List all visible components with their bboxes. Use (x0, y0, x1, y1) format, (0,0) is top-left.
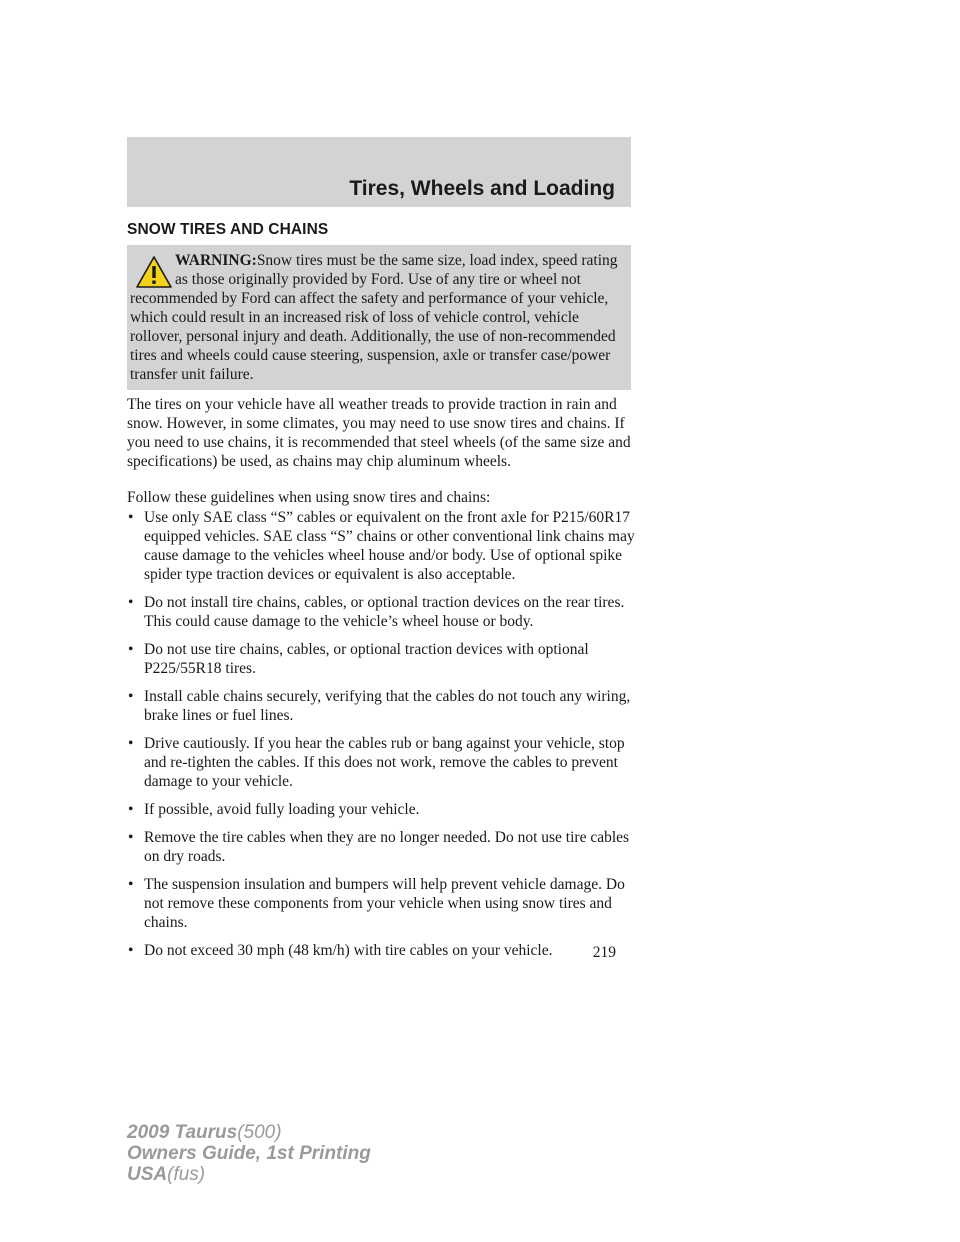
bullet-icon: • (128, 829, 134, 846)
footer-model: 2009 Taurus (127, 1122, 238, 1143)
list-item-text: Do not exceed 30 mph (48 km/h) with tire cables on your vehicle. (144, 942, 553, 959)
list-item-text: Install cable chains securely, verifying that the cables do not touch any wiring, brake lines or fuel lines. (144, 688, 631, 724)
footer-line-model (127, 1122, 371, 1143)
list-item (127, 640, 637, 678)
guidelines-list (127, 508, 637, 969)
footer-line-market (127, 1164, 371, 1185)
footer-printing: Owners Guide, 1st Printing (127, 1143, 371, 1164)
list-item-text: Drive cautiously. If you hear the cables rub or bang against your vehicle, stop and re-tighten the cables. If this does not work, remove the cables to prevent damage to your vehicle. (144, 735, 625, 790)
bullet-icon: • (128, 688, 134, 705)
bullet-icon: • (128, 801, 134, 818)
bullet-icon: • (128, 641, 134, 658)
warning-text (130, 251, 623, 384)
bullet-icon: • (128, 735, 134, 752)
intro-paragraph: The tires on your vehicle have all weather treads to provide traction in rain and snow. However, in some climates, you may need to use snow tires and chains. If you need to use chains, it is recommended that steel wheels (of the same size and specifications) be used, as chains may chip aluminum wheels. (127, 396, 631, 470)
list-item-text: If possible, avoid fully loading your vehicle. (144, 801, 420, 818)
list-item (127, 687, 637, 725)
section-header-band (127, 137, 631, 207)
bullet-icon: • (128, 876, 134, 893)
bullet-icon: • (128, 942, 134, 959)
list-item-text: Use only SAE class “S” cables or equivalent on the front axle for P215/60R17 equipped vehicles. SAE class “S” chains or other conventional link chains may cause damage to the vehicles wheel house and/or body. Use of optional spike spider type traction devices or equivalent is also acceptable. (144, 509, 635, 583)
section-heading: SNOW TIRES AND CHAINS (127, 221, 329, 238)
bullet-icon: • (128, 509, 134, 526)
guidelines-intro: Follow these guidelines when using snow tires and chains: (127, 489, 491, 506)
list-item (127, 734, 637, 791)
footer-print-info (127, 1122, 371, 1185)
list-item (127, 593, 637, 631)
list-item (127, 941, 637, 960)
list-item-text: Do not use tire chains, cables, or optional traction devices with optional P225/55R18 tires. (144, 641, 589, 677)
list-item-text: Remove the tire cables when they are no longer needed. Do not use tire cables on dry roads. (144, 829, 630, 865)
list-item (127, 828, 637, 866)
list-item (127, 875, 637, 932)
footer-market-code: (fus) (167, 1164, 206, 1185)
footer-model-code: (500) (237, 1122, 282, 1143)
warning-box (127, 245, 631, 390)
footer-market: USA (127, 1164, 168, 1185)
section-title: Tires, Wheels and Loading (349, 177, 615, 200)
warning-triangle-icon (135, 255, 173, 289)
page-number: 219 (592, 944, 616, 961)
warning-label: WARNING: (175, 252, 257, 269)
list-item (127, 800, 637, 819)
list-item (127, 508, 637, 584)
list-item-text: The suspension insulation and bumpers will help prevent vehicle damage. Do not remove these components from your vehicle when using snow tires and chains. (144, 876, 625, 931)
bullet-icon: • (128, 594, 134, 611)
list-item-text: Do not install tire chains, cables, or optional traction devices on the rear tires. This could cause damage to the vehicle’s wheel house or body. (144, 594, 625, 630)
warning-body: Snow tires must be the same size, load index, speed rating as those originally provided by Ford. Use of any tire or wheel not recommended by Ford can affect the safety and performance of your vehicle, which could result in an increased risk of loss of vehicle control, vehicle rollover, personal injury and death. Additionally, the use of non-recommended tires and wheels could cause steering, suspension, axle or transfer case/power transfer unit failure. (130, 252, 618, 383)
